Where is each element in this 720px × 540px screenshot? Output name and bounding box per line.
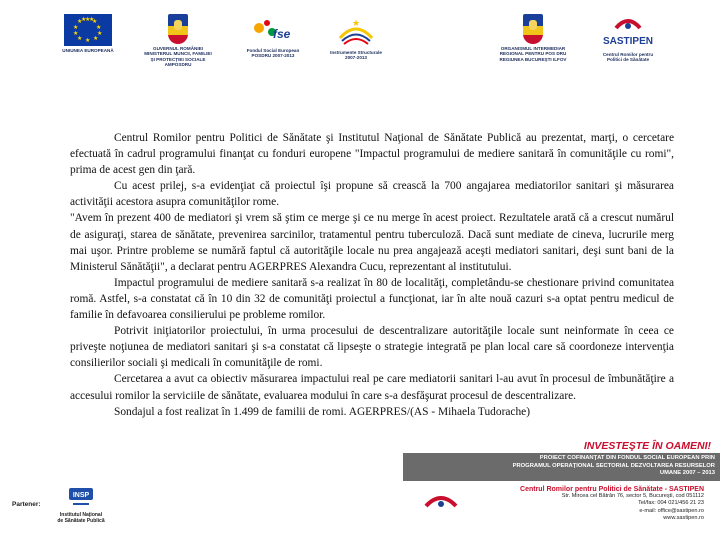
article-body <box>70 130 674 420</box>
svg-text:SASTIPEN: SASTIPEN <box>602 36 654 47</box>
insp-logo: INSP Institutul Naţional de Sănătate Publică <box>56 486 106 524</box>
partner-label: Partener: <box>12 501 41 508</box>
paragraph: Cu acest prilej, s-a evidenţiat că proiectul îşi propune să crească la 700 angajarea mediatorilor sanitari şi măsurarea activităţii acestora asupra comunităţilor rome. <box>70 180 674 209</box>
paragraph: Cercetarea a avut ca obiectiv măsurarea impactului real pe care mediatorii sanitari l-au avut în procesul de îmbunătăţire a accesului romilor la serviciile de sănătate, evaluarea modului în care s-a desfăşurat procesul de descentralizare. <box>70 373 674 402</box>
romania-crest-icon <box>523 14 543 44</box>
svg-text:★: ★ <box>352 18 361 28</box>
structural-instruments-logo: ★ Instrumente Structurale 2007-2013 <box>326 14 386 61</box>
paragraph: Centrul Romilor pentru Politici de Sănătate şi Institutul Naţional de Sănătate Publică au prezentat, marţi, o cercetare efectuată în cadrul programului finanţat cu fonduri europene "Impactul programului de mediere sanitară în comunităţile cu romi", prima de acest gen din ţară. <box>70 132 674 177</box>
romania-crest-icon <box>168 14 188 44</box>
intermediate-body-logo: ORGANISMUL INTERMEDIAR REGIONAL PENTRU POS DRU REGIUNEA BUCUREȘTI ILFOV <box>496 14 570 62</box>
contact-block <box>412 486 708 530</box>
sastipen-icon <box>598 14 658 50</box>
paragraph: Impactul programului de mediere sanitară s-a realizat în 80 de localităţi, completându-se chestionare privind comunitatea romă. Astfel, s-a constatat că în 10 din 32 de comunităţi proiectul a funcţionat, iar în alte nouă cazuri s-a optat pentru medicul de familie în defavoarea consilierului pe probleme romilor. <box>70 276 674 322</box>
paragraph: Sondajul a fost realizat în 1.499 de familii de romi. AGERPRES/(AS - Mihaela Tudorache) <box>114 405 531 418</box>
sastipen-logo: SASTIPEN Centrul Romilor pentru Politici de Sănătate <box>592 14 664 63</box>
project-statement: PROIECT COFINANŢAT DIN FONDUL SOCIAL EUROPEAN PRIN PROGRAMUL OPERAŢIONAL SECTORIAL DEZVOLTAREA RESURSELOR UMANE 2007 – 2013 <box>403 453 720 481</box>
sastipen-small-icon <box>420 488 462 520</box>
fse-icon <box>249 14 297 46</box>
insp-icon <box>67 486 95 508</box>
eu-logo: ★ ★ ★ ★ ★ ★ ★ ★ ★ ★ ★ ★ UNIUNEA EUROPEANĂ <box>58 14 118 53</box>
website-link[interactable]: www.sastipen.ro <box>663 515 704 522</box>
slogan: INVESTEŞTE ÎN OAMENI! <box>583 440 711 452</box>
org-name: Centrul Romilor pentru Politici de Sănătate - SASTIPEN <box>520 486 704 493</box>
fse-logo: fse Fondul Social European POSDRU 2007-2013 <box>238 14 308 59</box>
funding-banner <box>403 440 720 481</box>
government-logo: GUVERNUL ROMÂNIEI MINISTERUL MUNCII, FAMILIEI ȘI PROTECȚIEI SOCIALE AMPOSDRU <box>140 14 216 68</box>
email-link[interactable]: e-mail: office@sastipen.ro <box>639 507 704 514</box>
eu-flag-icon: ★ ★ ★ ★ ★ ★ ★ ★ ★ ★ ★ ★ <box>64 14 112 46</box>
paragraph: Potrivit iniţiatorilor proiectului, în urma procesului de descentralizare autorităţile locale sunt neinformate în ceea ce priveşte noţiunea de mediatori sanitari şi s-a constatat că lipseşte o strategie integrată pe plan local care să coordoneze intervenţia consilierilor sociali şi medicali în comunităţile de romi. <box>70 325 674 370</box>
paragraph: "Avem în prezent 400 de mediatori şi vrem să ştim ce merge şi ce nu merge în acest proiect. Rezultatele arată că a crescut numărul de asiguraţi, starea de sănătate, prevenirea sarcinilor, tratamentul pentru tuberculoză. Dacă sunt mediate de cineva, lucrurile merg mai uşor. Printre probleme se numără faptul că autorităţile locale nu prea angajează aceşti mediatori sanitari, deşi sunt bani de la Ministerul Sănătăţii", a declarat pentru AGERPRES Alexandra Cucu, reprezentant al institutului. <box>70 212 674 273</box>
svg-text:INSP: INSP <box>72 492 90 499</box>
stars-circle-icon <box>334 14 378 48</box>
phone: Tel/fax: 004 021/456 21 23 <box>638 500 704 507</box>
address: Str. Mircea cel Bătrân 76, sector 5, Bucureşti, cod 051112 <box>561 493 704 499</box>
svg-text:fse: fse <box>273 27 291 41</box>
